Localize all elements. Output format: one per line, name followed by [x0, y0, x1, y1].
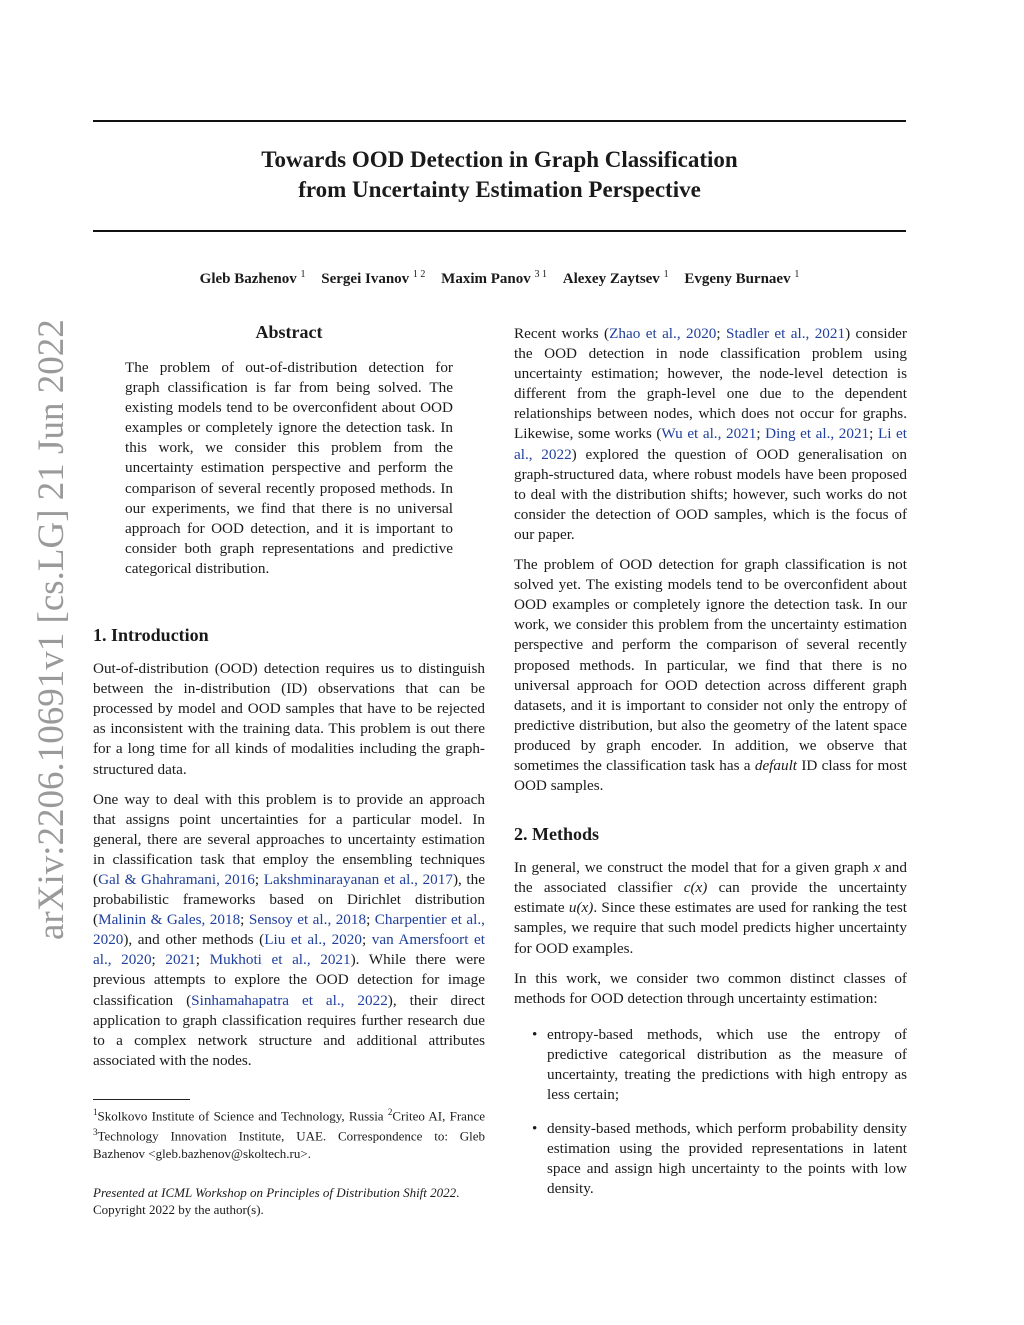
right-column [514, 324, 907, 1214]
introduction-paragraph-2 [93, 790, 485, 1071]
text-run: Criteo AI, France [392, 1108, 485, 1124]
text-run: ; [361, 931, 372, 949]
text-run: and the associated classifier [514, 859, 907, 897]
citation-link[interactable]: Ding et al., 2021 [765, 425, 870, 443]
list-item [514, 1119, 907, 1199]
list-item-text: entropy-based methods, which use the entropy of predictive categorical distribution as the measure of uncertainty, treating the predictions with high entropy as less certain; [547, 1025, 907, 1104]
footnote-marker: 1 [93, 1106, 98, 1117]
author [200, 271, 306, 287]
text-run: ), and other methods ( [123, 931, 265, 949]
citation-link[interactable]: Malinin & Gales, 2018 [98, 911, 241, 929]
bullet-icon: • [532, 1120, 538, 1138]
text-run: ), the probabilistic frameworks based on Dirichlet distribution ( [93, 870, 485, 929]
footnote-marker: 3 [93, 1127, 98, 1138]
citation-link[interactable]: Sensoy et al., 2018 [248, 911, 367, 929]
emphasis-text: default [754, 756, 798, 774]
text-run: ; [254, 870, 264, 888]
author-affiliation: 1 [663, 269, 669, 280]
text-run: . Since these estimates are used for ranking the test samples, we require that such model predicts higher uncertainty for OOD examples. [514, 899, 908, 957]
citation-link[interactable]: Gal & Ghahramani, 2016 [98, 870, 255, 888]
text-run: ; [716, 325, 726, 342]
text-run: Technology Innovation Institute, UAE. Correspondence to: Gleb Bazhenov <gleb.bazhenov@skoltech.ru>. [93, 1128, 485, 1161]
methods-paragraph-2: In this work, we consider two common distinct classes of methods for OOD detection through uncertainty estimation: [514, 969, 907, 1007]
introduction-heading: 1. Introduction [93, 625, 209, 646]
citation-link[interactable]: Lakshminarayanan et al., 2017 [263, 870, 453, 888]
paper-title [93, 145, 906, 205]
author-affiliation: 1 2 [412, 269, 426, 280]
venue-name: Presented at ICML Workshop on Principles of Distribution Shift 2022 [93, 1184, 457, 1200]
author-name: Gleb Bazhenov [199, 271, 297, 287]
author-name: Evgeny Burnaev [684, 271, 791, 287]
citation-link[interactable]: Charpentier et al., 2020 [93, 911, 485, 949]
abstract-heading: Abstract [255, 322, 323, 342]
text-run: ; [195, 951, 210, 969]
citation-link[interactable]: van Amersfoort et al., 2020 [93, 931, 485, 969]
author-name: Sergei Ivanov [321, 271, 410, 287]
text-run: ), their direct application to graph classification requires further research due to a complex network structure and additional attributes associated with the nodes. [93, 991, 485, 1069]
footnote-marker: 2 [387, 1106, 393, 1117]
text-run: ; [756, 425, 766, 443]
citation-link[interactable]: Sinhamahapatra et al., 2022 [191, 991, 388, 1009]
list-item-text: density-based methods, which perform probability density estimation using the provided representations in latent space and assign high uncertainty to the points with low density. [547, 1120, 907, 1198]
method-class-list [514, 1025, 907, 1200]
author-name: Alexey Zaytsev [562, 271, 660, 287]
author [684, 271, 799, 287]
contribution-paragraph [514, 555, 907, 796]
footnote-divider [93, 1099, 190, 1100]
bullet-icon: • [532, 1025, 538, 1043]
citation-link[interactable]: Stadler et al., 2021 [726, 325, 846, 342]
author-affiliation: 1 [794, 269, 800, 280]
title-line-1: Towards OOD Detection in Graph Classification [261, 147, 738, 172]
text-run: ID class for most OOD samples. [514, 756, 907, 795]
text-run: ; [869, 425, 878, 443]
abstract-body: The problem of out-of-distribution detection for graph classification is far from being solved. The existing models tend to be overconfident about OOD examples or completely ignore the detection task. In this work, we consider this problem from the uncertainty estimation perspective and perform the comparison of several recently proposed methods. In our experiments, we find that there is no universal approach for OOD detection, and it is important to consider both graph representations and predictive categorical distribution. [125, 359, 453, 577]
citation-link[interactable]: Mukhoti et al., 2021 [209, 951, 351, 969]
text-run: ) consider the OOD detection in node classification problem using uncertainty estimation; however, the node-level detection is different from the graph-level one due to the dependent relationships between nodes, which does not occur for graphs. Likewise, some works ( [514, 325, 907, 443]
text-run: can provide the uncertainty estimate [514, 879, 907, 917]
citation-link[interactable]: Zhao et al., 2020 [609, 325, 717, 342]
methods-paragraph-1 [514, 858, 907, 958]
text-run: ). While there were previous attempts to explore the OOD detection for image classification ( [93, 951, 485, 1009]
text-run: Recent works ( [514, 325, 610, 342]
venue-note [93, 1184, 485, 1218]
left-column [93, 320, 485, 1218]
citation-link[interactable]: 2021 [165, 951, 196, 969]
author-affiliation: 1 [300, 269, 306, 280]
text-run: ; [151, 951, 166, 969]
author [441, 271, 547, 287]
text-run: Skolkovo Institute of Science and Technology, Russia [97, 1108, 388, 1124]
text-run: The problem of OOD detection for graph classification is not solved yet. The existing models tend to be overconfident about OOD examples or completely ignore the detection task. In our work, we consider this problem from the uncertainty estimation perspective and perform the comparison of several recently proposed methods. In particular, we find that there is no universal approach for OOD detection across different graph datasets, and it is important to consider not only the entropy of predictive distribution, but also the geometry of the latent space produced by graph encoder. In addition, we observe that sometimes the classification task has a [514, 556, 907, 774]
text-run: ; [240, 911, 249, 929]
related-work-paragraph [514, 324, 907, 545]
author-list [93, 265, 906, 289]
arxiv-identifier: arXiv:2206.10691v1 [cs.LG] 21 Jun 2022 [31, 319, 72, 940]
copyright-text: . Copyright 2022 by the author(s). [93, 1184, 460, 1217]
text-run: ) explored the question of OOD generalisation on graph-structured data, where robust models have been proposed to deal with the distribution shifts; however, such works do not consider the detection of OOD samples, which is the focus of our paper. [514, 445, 907, 543]
math-symbol: x [873, 859, 881, 877]
text-run: In general, we construct the model that for a given graph [514, 859, 874, 877]
citation-link[interactable]: Wu et al., 2021 [661, 425, 757, 443]
text-run: One way to deal with this problem is to provide an approach that assigns point uncertainties for a particular model. In general, there are several approaches to uncertainty estimation in classification task that employ the ensembling techniques ( [93, 790, 485, 888]
title-bottom-rule [93, 230, 906, 232]
citation-link[interactable]: Li et al., 2022 [514, 425, 907, 463]
math-symbol: c(x) [683, 879, 708, 897]
author [321, 271, 425, 287]
methods-heading: 2. Methods [514, 824, 599, 845]
list-item [514, 1025, 907, 1105]
introduction-paragraph-1: Out-of-distribution (OOD) detection requires us to distinguish between the in-distribution (ID) observations that can be processed by model and OOD samples that have to be rejected as inconsistent with the training data. This problem is out there for a long time for all kinds of modalities including the graph-structured data. [93, 660, 485, 778]
author [563, 271, 669, 287]
affiliations-footnote [93, 1104, 485, 1162]
author-affiliation: 3 1 [534, 269, 547, 280]
math-symbol: u(x) [568, 899, 594, 917]
citation-link[interactable]: Liu et al., 2020 [264, 931, 362, 949]
author-name: Maxim Panov [441, 271, 531, 287]
title-line-2: from Uncertainty Estimation Perspective [298, 177, 701, 202]
text-run: ; [366, 911, 375, 929]
title-top-rule [93, 120, 906, 122]
